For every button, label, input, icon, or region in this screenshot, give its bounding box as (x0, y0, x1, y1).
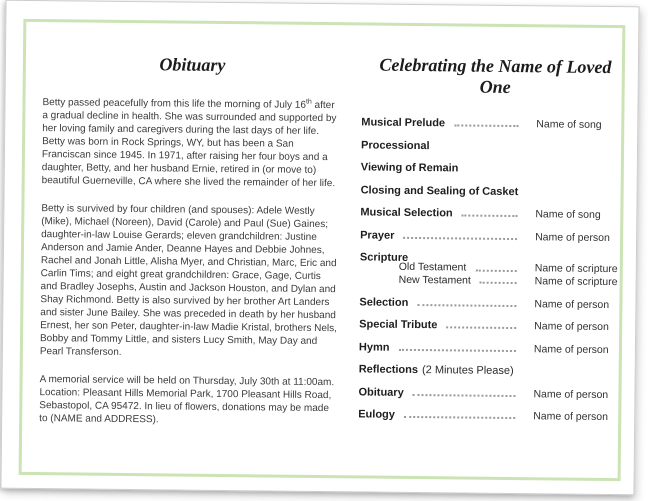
dotted-leader (475, 269, 517, 271)
program-row-eulogy (358, 408, 625, 423)
program-value: Name of person (533, 410, 609, 424)
program-label: Eulogy (358, 408, 395, 421)
program-value: Name of person (533, 387, 609, 401)
program-label: Closing and Sealing of Casket (360, 183, 519, 198)
program-row-processional (361, 139, 628, 154)
program-row-prayer (360, 229, 627, 244)
program-value: Name of scripture (534, 262, 618, 276)
program-value: Name of person (534, 297, 610, 311)
obituary-page (39, 37, 342, 443)
dotted-leader (417, 304, 516, 307)
program-label: Viewing of Remain (360, 161, 459, 175)
obituary-paragraph-1 (42, 96, 342, 190)
obituary-paragraph-3: A memorial service will be held on Thursday, July 30th at 11:00am. Location: Pleasant Hills Memorial Park, 1700 Pleasant Hills Road, Sebastopol, CA 95472. In lieu of flowers, donations may be made to (NAME and ADDRESS). (39, 374, 335, 426)
program-row-viewing-of-remain (361, 161, 628, 176)
program-sublabel: New Testament (398, 273, 471, 287)
dotted-leader (480, 282, 517, 284)
program-label: Special Tribute (359, 318, 438, 332)
dotted-leader (462, 214, 518, 217)
program-row-selection (359, 296, 626, 311)
program-value: Name of person (533, 342, 609, 356)
program-row-hymn (359, 341, 626, 356)
program-sublabel: Old Testament (398, 260, 467, 274)
program-row-special-tribute (359, 318, 626, 333)
dotted-leader (404, 416, 515, 419)
program-row-musical-selection (360, 206, 627, 221)
obituary-paragraph-2: Betty is survived by four children (and spouses): Adele Westly (Mike), Michael (Noreen), David (Carole) and Paul (Sue) Gaines; daughter-in-law Louise Gerards; eleven grandchildren: Justine Anderson and Jamie Ander, Deanne Hayes and Debbie Johnes, Rachel and Jonah Little, Alisha Myer, and Christian, Marc, Eric and Carlin Tims; and eight great grandchildren: Grace, Gage, Curtis and Bradley Josephs, Austin and Jackson Houston, and Dylan and Shay Richmond. Betty is also survived by her brother Art Landers and sister June Bailey. She was preceded in death by her husband Ernest, her son Peter, daughter-in-law Madie Kristal, brothers Nels, Bobby and Tommy Little, and sisters Lucy Smith, May Day and Pearl Transferson. (39, 203, 338, 358)
program-label: Obituary (358, 385, 404, 399)
program-value: Name of scripture (534, 274, 618, 288)
program-label: Selection (359, 295, 409, 309)
ordinal-superscript: th (305, 98, 312, 106)
program-label: Processional (361, 138, 430, 152)
program-label: Musical Selection (360, 206, 453, 220)
dotted-leader (398, 348, 515, 351)
program-row-closing-and-sealing (361, 184, 628, 199)
dotted-leader (413, 393, 516, 396)
dotted-leader (403, 236, 517, 239)
dotted-leader (446, 326, 516, 329)
order-of-service-page (358, 40, 629, 433)
program-row-obituary (358, 386, 625, 401)
program-subrow-new-testament (360, 274, 627, 288)
obituary-paragraph-1-rest: after a gradual decline in health. She was surrounded and supported by her loving family and caregivers during the last days of her life. Betty was born in Rock Springs, WY, but has been a San Franciscan since 1945. In 1971, after raising her four boys and a daughter, Betty, and her husband Ernie, retired in (or move to) beautiful Guerneville, CA where she lived the remainder of her life. (41, 99, 337, 190)
program-row-musical-prelude (361, 116, 628, 131)
dotted-leader (454, 124, 518, 127)
program-label: Hymn (358, 340, 390, 354)
program-value: Name of song (536, 118, 602, 131)
program-label: Scripture (359, 251, 409, 264)
program-label: Prayer (360, 228, 395, 242)
obituary-title: Obituary (159, 54, 226, 75)
service-title: Celebrating the Name of Loved One (379, 54, 612, 97)
scripture-sub-items (360, 261, 627, 288)
program-label: Musical Prelude (361, 116, 446, 130)
program-value: Name of person (535, 230, 610, 244)
program-label-note: (2 Minutes Please) (421, 364, 514, 378)
program-row-reflections (359, 363, 626, 378)
service-program-list (358, 116, 628, 423)
obituary-paragraph-1-text: Betty passed peacefully from this life the morning of July 16 (42, 97, 307, 111)
program-label: Reflections (358, 363, 419, 377)
obituary-body (39, 96, 341, 428)
program-value: Name of song (535, 208, 601, 221)
program-value: Name of person (534, 320, 609, 334)
